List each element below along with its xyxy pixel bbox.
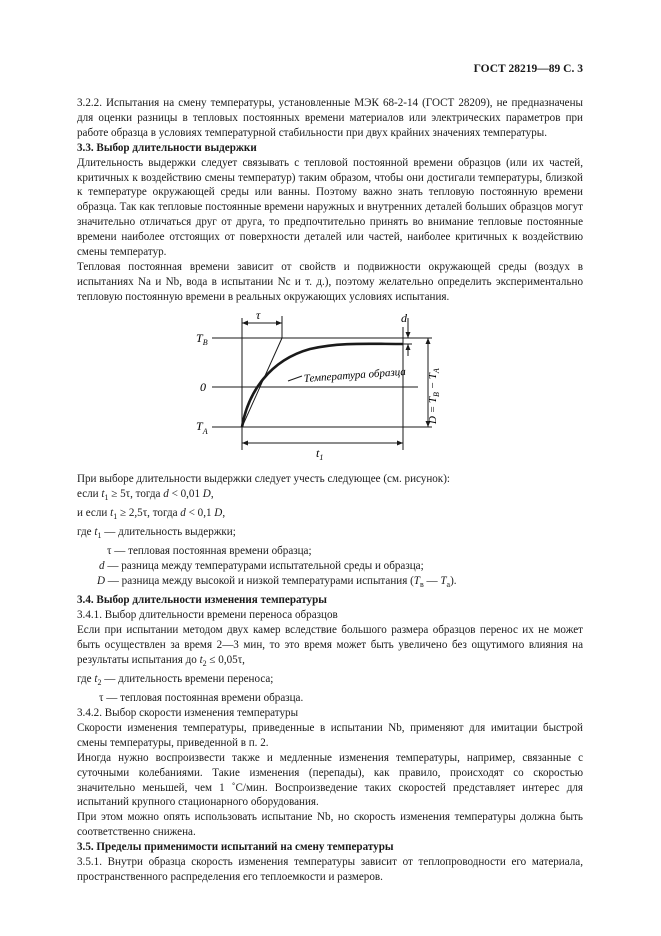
condition-2: и если $t_1 \ge 2,5\tau$, тогда d < 0,1 D, xyxy=(77,507,226,522)
definition-tau-2: τ — тепловая постоянная времени образца. xyxy=(99,692,304,705)
paragraph-3-4-2-3: При этом можно опять использовать испытание Nb, но скорость изменения температуры должна быть соответственно снижена. xyxy=(77,811,583,839)
paragraph-3-3-1: Длительность выдержки следует связывать с тепловой постоянной времени образцов (или их частей, критичных к воздействию смены температур) таким образом, чтобы они достигали температуры, близкой к температуре окружающей среды или ванны. Поэтому важно знать тепловую постоянную времени образца. Так как тепловые постоянные времени наружных и внутренних деталей больших образцов могут значительно отличаться друг от друга, то предпочтительно принять во внимание тепловые постоянные времени наиболее отстоящих от поверхности деталей или частей, наиболее критичных к воздействию смены температур. xyxy=(77,156,583,259)
arrowhead-tau-right xyxy=(276,321,282,326)
heading-3-4: 3.4. Выбор длительности изменения температуры xyxy=(77,594,327,607)
paragraph-note: При выборе длительности выдержки следует учесть следующее (см. рисунок): xyxy=(77,473,450,485)
temperature-figure xyxy=(190,302,440,464)
paragraph-3-4-1: Если при испытании методом двух камер вследствие большого размера образцов перенос их не может быть осуществлен за время 2—3 мин, то это время может быть увеличено без ощутимого влияния на результаты испытания до $t_2 \le 0,05\tau$, xyxy=(77,624,583,669)
definition-d: d — разница между температурами испытательной среды и образца; xyxy=(99,560,424,573)
paragraph-3-4-2-1: Скорости изменения температуры, приведенные в испытании Nb, применяют для имитации быстрой смены температуры, приведенной в п. 2. xyxy=(77,721,583,749)
body-bottom xyxy=(77,472,583,885)
heading-3-5: 3.5. Пределы применимости испытаний на смену температуры xyxy=(77,841,394,854)
arrowhead-D-top xyxy=(426,338,431,344)
label-ta: $T_A$ xyxy=(196,419,208,436)
curve-label-leader xyxy=(288,376,302,381)
definition-t2: где $t_2$ — длительность времени переноса; xyxy=(77,672,274,688)
paragraph-3-2-2-text: 3.2.2. Испытания на смену температуры, установленные МЭК 68-2-14 (ГОСТ 28209), не предназначены для оценки разницы в тепловых постоянных времени материалов или электрических параметров при работе образца в условиях температурной стабильности при двух крайних значениях температуры. xyxy=(77,97,583,139)
paragraph-3-5-1: 3.5.1. Внутри образца скорость изменения температуры зависит от теплопроводности его материала, пространственного распределения его теплоемкости и размеров. xyxy=(77,856,583,883)
label-zero: 0 xyxy=(200,380,206,394)
label-D: $D = T_B - T_A$ xyxy=(427,368,441,424)
arrowhead-t1-left xyxy=(242,441,248,446)
condition-1: если $t_1 \ge 5\tau$, тогда d < 0,01 D, xyxy=(77,487,214,503)
temperature-curve xyxy=(242,344,403,427)
arrowhead-d-bottom xyxy=(406,344,411,350)
arrowhead-d-top xyxy=(406,332,411,338)
subheading-3-4-2: 3.4.2. Выбор скорости изменения температуры xyxy=(77,707,299,719)
heading-3-3: 3.3. Выбор длительности выдержки xyxy=(77,141,257,154)
definition-D: D — разница между высокой и низкой температурами испытания ($T_в$ — $T_а$). xyxy=(97,575,457,590)
paragraph-3-3-2: Тепловая постоянная времени зависит от свойств и подвижности окружающей среды (воздух в испытаниях Na и Nb, вода в испытании Nc и т. д.), поэтому желательно определить экспериментально тепловую постоянную времени в реальных окружающих условиях испытания. xyxy=(77,260,583,303)
body-top xyxy=(77,96,583,305)
paragraph-3-2-2 xyxy=(77,96,583,141)
definition-tau: τ — тепловая постоянная времени образца; xyxy=(107,545,312,558)
label-tb: $T_B$ xyxy=(196,331,208,347)
label-d: d xyxy=(401,311,407,325)
arrowhead-t1-right xyxy=(397,441,403,446)
label-tau: τ xyxy=(256,308,261,322)
subheading-3-4-1: 3.4.1. Выбор длительности времени переноса образцов xyxy=(77,609,338,622)
arrowhead-tau-left xyxy=(242,321,248,326)
page-header: ГОСТ 28219—89 С. 3 xyxy=(473,63,583,75)
label-t1: $t_1$ xyxy=(316,446,324,462)
paragraph-3-4-2-2: Иногда нужно воспроизвести также и медленные изменения температуры, например, связанные с суточными колебаниями. Такие изменения (перепады), как правило, происходят со скоростью значительно меньшей, чем 1 ˚С/мин. Воспроизведение таких скоростей представляет интерес для испытаний крупного стационарного оборудования. xyxy=(77,751,583,809)
temperature-diagram xyxy=(190,302,440,464)
definition-t1: где $t_1$ — длительность выдержки; xyxy=(77,526,236,541)
label-curve: Температура образца xyxy=(303,365,407,385)
